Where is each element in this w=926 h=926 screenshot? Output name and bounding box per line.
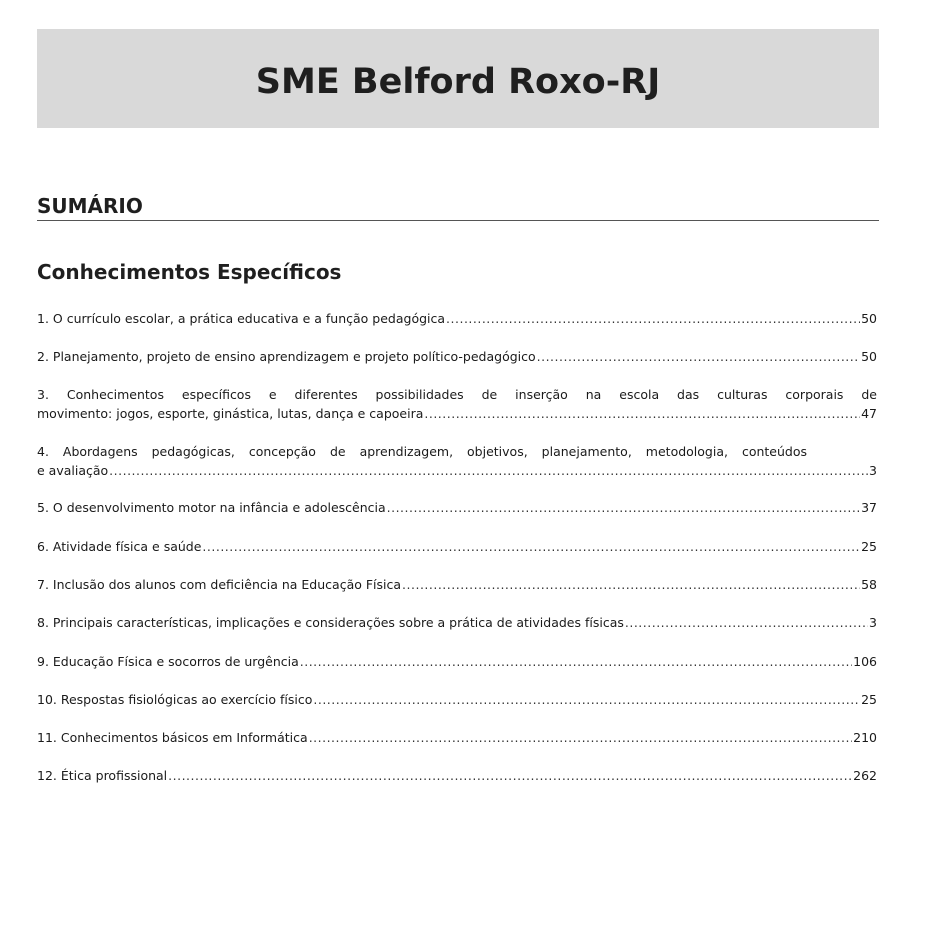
toc-entry-page: 3	[869, 615, 877, 630]
toc-entry-page: 3	[869, 463, 877, 478]
toc-entry-page: 50	[861, 311, 877, 326]
toc-entry-text: e avaliação	[37, 463, 109, 478]
toc-entry-9[interactable]	[37, 652, 877, 671]
dot-leader	[537, 347, 860, 366]
toc-entry-8[interactable]	[37, 613, 877, 632]
toc-entry-2[interactable]	[37, 347, 877, 366]
toc-entry-page: 47	[861, 406, 877, 421]
toc-entry-text: 1. O currículo escolar, a prática educativa e a função pedagógica	[37, 311, 446, 326]
toc-entry-text: 2. Planejamento, projeto de ensino aprendizagem e projeto político-pedagógico	[37, 349, 536, 364]
toc-entry-page: 25	[861, 539, 877, 554]
title-banner	[37, 29, 879, 128]
dot-leader	[625, 613, 868, 632]
toc-entry-text: 7. Inclusão dos alunos com deficiência na Educação Física	[37, 577, 402, 592]
toc-entry-page: 106	[853, 654, 877, 669]
toc-entry-text: 9. Educação Física e socorros de urgência	[37, 654, 299, 669]
section-title: Conhecimentos Específicos	[37, 260, 342, 284]
toc-entry-text: 12. Ética profissional	[37, 768, 168, 783]
toc-entry-page: 58	[861, 577, 877, 592]
toc-entry-text: 10. Respostas fisiológicas ao exercício físico	[37, 692, 313, 707]
dot-leader	[313, 690, 860, 709]
toc-entry-4[interactable]	[37, 442, 877, 480]
toc-entry-text: 6. Atividade física e saúde	[37, 539, 202, 554]
toc-entry-6[interactable]	[37, 537, 877, 556]
dot-leader	[424, 404, 860, 423]
toc-entry-first-line: 3. Conhecimentos específicos e diferentes possibilidades de inserção na escola das culturas corporais de	[37, 387, 877, 402]
dot-leader	[300, 652, 852, 671]
toc-entry-7[interactable]	[37, 575, 877, 594]
toc-entry-page: 25	[861, 692, 877, 707]
toc-entry-11[interactable]	[37, 728, 877, 747]
toc-entry-page: 50	[861, 349, 877, 364]
toc-entry-page: 37	[861, 500, 877, 515]
document-title: SME Belford Roxo-RJ	[255, 61, 661, 102]
summary-heading-label: SUMÁRIO	[37, 194, 143, 218]
toc-entry-10[interactable]	[37, 690, 877, 709]
toc-entry-text: movimento: jogos, esporte, ginástica, lutas, dança e capoeira	[37, 406, 424, 421]
toc-entry-text: 8. Principais características, implicações e considerações sobre a prática de atividades físicas	[37, 615, 624, 630]
dot-leader	[109, 461, 868, 480]
dot-leader	[168, 766, 852, 785]
toc-entry-3[interactable]	[37, 385, 877, 423]
toc-entry-first-line: 4. Abordagens pedagógicas, concepção de aprendizagem, objetivos, planejamento, metodologia, conteúdos	[37, 444, 807, 459]
summary-heading	[37, 191, 879, 221]
dot-leader	[446, 309, 860, 328]
toc-entry-5[interactable]	[37, 498, 877, 517]
toc-entry-page: 210	[853, 730, 877, 745]
toc-entry-page: 262	[853, 768, 877, 783]
toc-entry-text: 5. O desenvolvimento motor na infância e adolescência	[37, 500, 386, 515]
toc-entry-1[interactable]	[37, 309, 877, 328]
dot-leader	[402, 575, 860, 594]
dot-leader	[202, 537, 860, 556]
dot-leader	[387, 498, 860, 517]
toc-entry-text: 11. Conhecimentos básicos em Informática	[37, 730, 308, 745]
dot-leader	[309, 728, 852, 747]
toc-entry-12[interactable]	[37, 766, 877, 785]
